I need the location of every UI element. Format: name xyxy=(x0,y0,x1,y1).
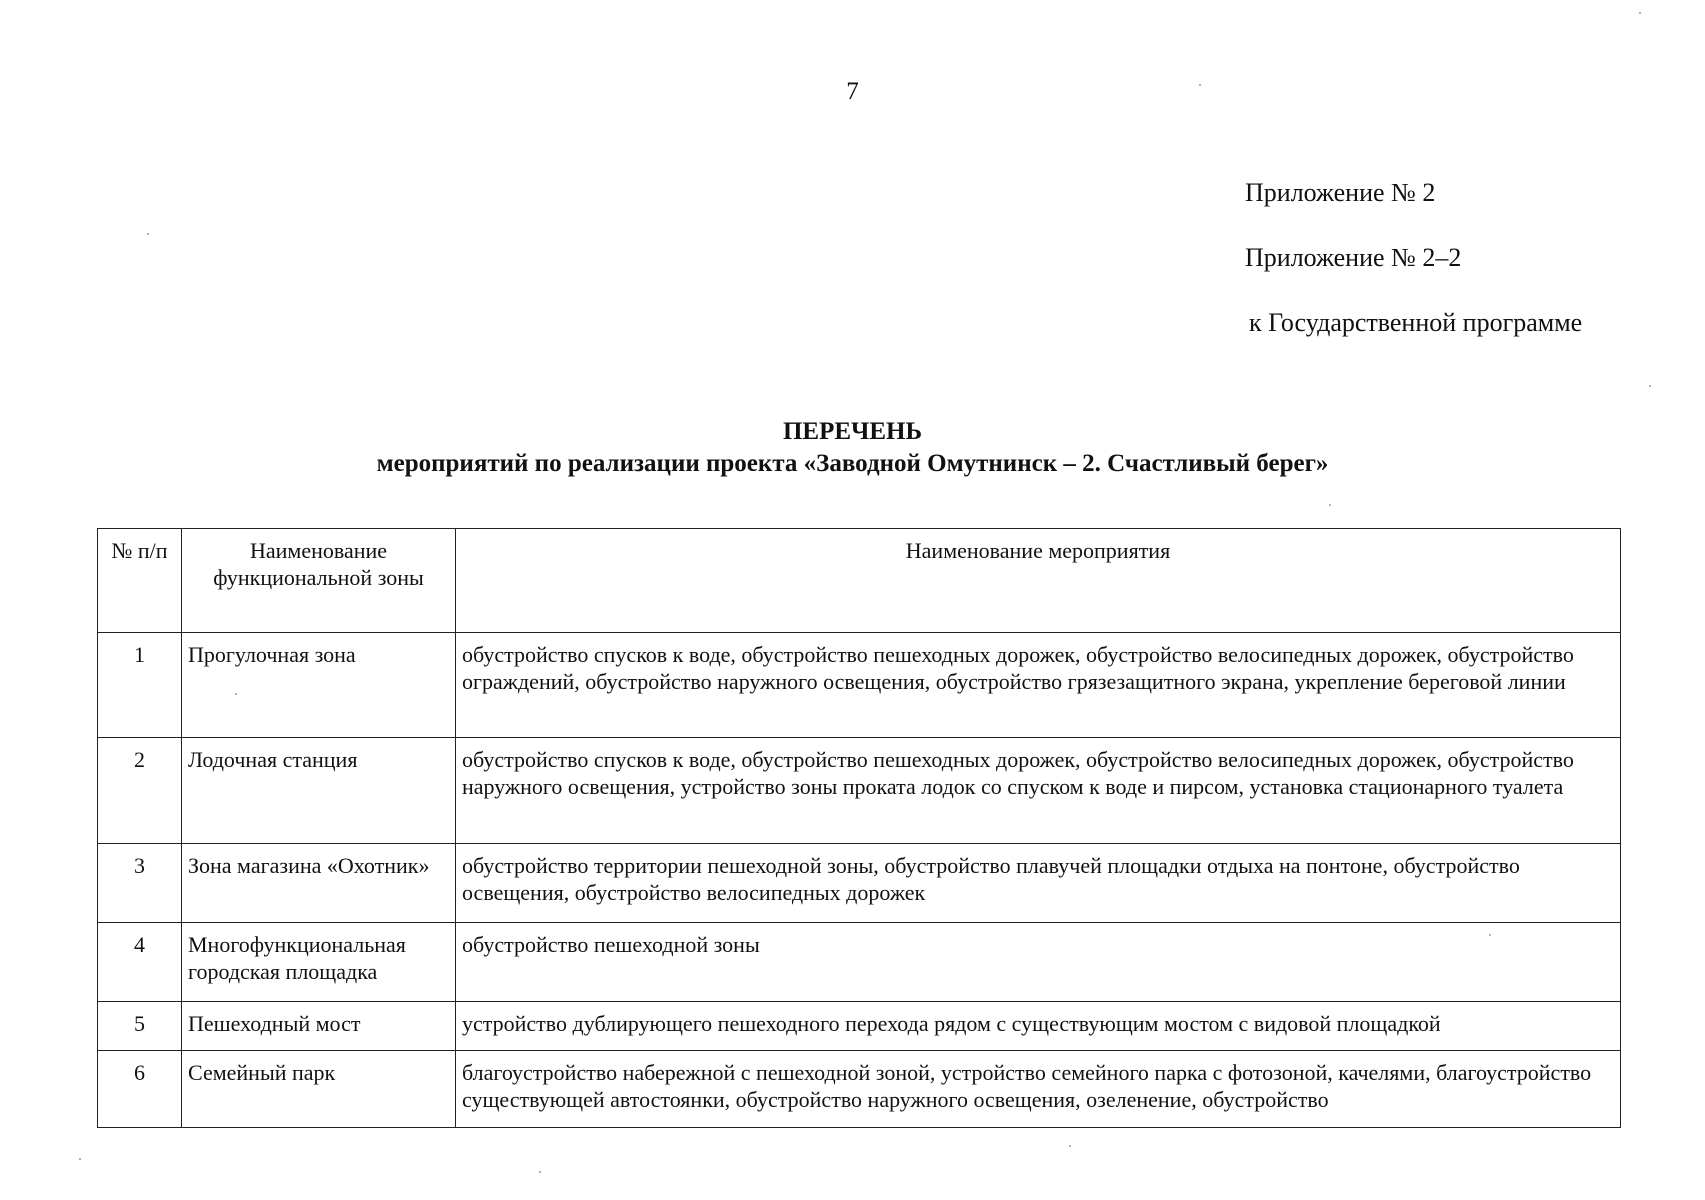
appendix-line-2: Приложение № 2–2 xyxy=(1245,243,1462,272)
row-num: 3 xyxy=(98,844,182,923)
table-row xyxy=(98,633,1621,738)
row-num: 6 xyxy=(98,1051,182,1128)
scan-speck xyxy=(1329,504,1331,506)
document-title: ПЕРЕЧЕНЬ xyxy=(782,418,923,445)
row-zone: Многофункциональная городская площадка xyxy=(182,923,456,1002)
table-row xyxy=(98,844,1621,923)
scan-speck xyxy=(1639,12,1641,14)
table-row xyxy=(98,1051,1621,1128)
row-events: благоустройство набережной с пешеходной зоной, устройство семейного парка с фотозоной, качелями, благоустройство существующей автостоянки, обустройство наружного освещения, озеленение, обустройство xyxy=(456,1051,1621,1128)
header-num: № п/п xyxy=(98,529,182,633)
page-number: 7 xyxy=(846,78,859,105)
scan-speck xyxy=(1199,84,1201,86)
table-row xyxy=(98,923,1621,1002)
row-num: 1 xyxy=(98,633,182,738)
scan-speck xyxy=(79,1158,81,1160)
row-zone: Прогулочная зона xyxy=(182,633,456,738)
appendix-line-3: к Государственной программе xyxy=(1249,308,1583,337)
scan-speck xyxy=(235,693,237,695)
row-zone: Семейный парк xyxy=(182,1051,456,1128)
row-zone: Лодочная станция xyxy=(182,738,456,844)
scan-speck xyxy=(539,1171,541,1173)
header-zone: Наименование функциональной зоны xyxy=(182,529,456,633)
row-events: обустройство пешеходной зоны xyxy=(456,923,1621,1002)
row-num: 4 xyxy=(98,923,182,1002)
table-header-row xyxy=(98,529,1621,633)
document-subtitle: мероприятий по реализации проекта «Заводной Омутнинск – 2. Счастливый берег» xyxy=(376,450,1329,477)
table-row xyxy=(98,738,1621,844)
appendix-line-1: Приложение № 2 xyxy=(1245,178,1436,207)
row-zone: Пешеходный мост xyxy=(182,1002,456,1051)
scan-speck xyxy=(147,233,149,235)
scan-speck xyxy=(1649,385,1651,387)
table-row xyxy=(98,1002,1621,1051)
row-num: 2 xyxy=(98,738,182,844)
row-events: обустройство спусков к воде, обустройство пешеходных дорожек, обустройство велосипедных дорожек, обустройство ограждений, обустройство наружного освещения, обустройство грязезащитного экрана, укрепление береговой линии xyxy=(456,633,1621,738)
row-events: обустройство спусков к воде, обустройство пешеходных дорожек, обустройство велосипедных дорожек, обустройство наружного освещения, устройство зоны проката лодок со спуском к воде и пирсом, установка стационарного туалета xyxy=(456,738,1621,844)
events-table xyxy=(97,528,1621,1128)
row-num: 5 xyxy=(98,1002,182,1051)
row-zone: Зона магазина «Охотник» xyxy=(182,844,456,923)
header-events: Наименование мероприятия xyxy=(456,529,1621,633)
row-events: устройство дублирующего пешеходного перехода рядом с существующим мостом с видовой площадкой xyxy=(456,1002,1621,1051)
scan-speck xyxy=(1069,1145,1071,1147)
row-events: обустройство территории пешеходной зоны, обустройство плавучей площадки отдыха на понтоне, обустройство освещения, обустройство велосипедных дорожек xyxy=(456,844,1621,923)
scan-speck xyxy=(1489,934,1491,936)
